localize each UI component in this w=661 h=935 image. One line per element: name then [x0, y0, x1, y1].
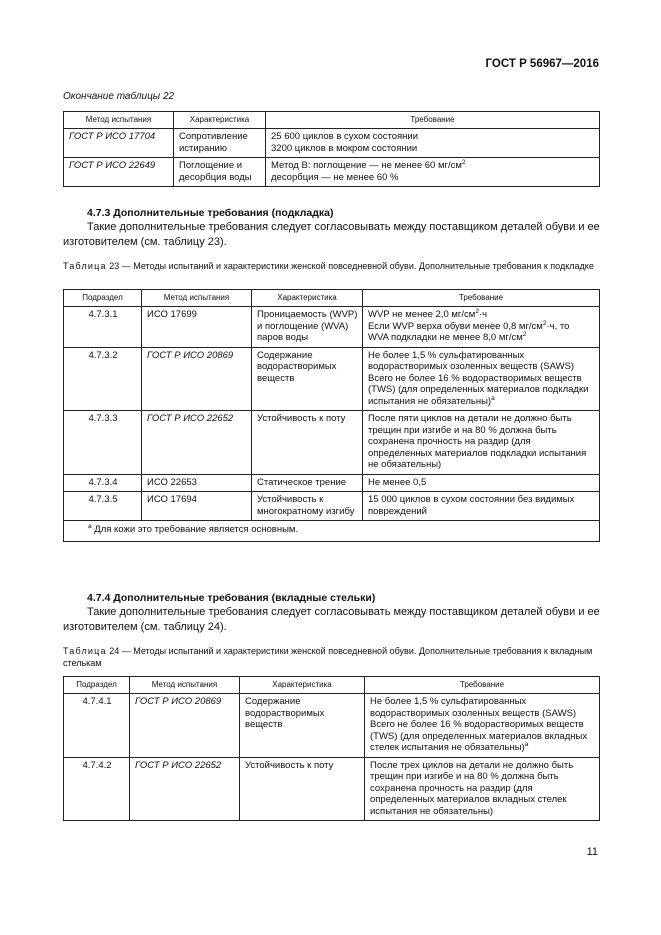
requirement-line: 25 600 циклов в сухом состоянии: [271, 131, 419, 142]
column-header: Метод испытания: [142, 290, 252, 307]
subsection-cell: 4.7.4.2: [64, 757, 130, 821]
table-row: [64, 129, 600, 158]
table-row: [64, 694, 600, 758]
column-header: Метод испытания: [130, 677, 240, 694]
requirement-cell: [365, 694, 600, 758]
characteristic-cell: Содержание водорастворимых веществ: [240, 694, 365, 758]
column-header: Подраздел: [64, 290, 142, 307]
column-header: Метод испытания: [64, 112, 174, 129]
column-header: Характеристика: [252, 290, 363, 307]
column-header: Требование: [363, 290, 600, 307]
superscript: 2: [542, 319, 547, 327]
requirement-cell: После пяти циклов на детали не должно быть трещин при изгибе и на 80 % должна быть сохранена прочность на раздир (для определенных материалов подкладки испытания не обязательны): [363, 411, 600, 475]
superscript: 2: [461, 159, 466, 166]
table-row: [64, 307, 600, 348]
footnote-ref: а: [524, 741, 529, 748]
requirement-cell: [363, 307, 600, 348]
requirement-cell: Не менее 0,5: [363, 474, 600, 492]
caption-text: 23 — Методы испытаний и характеристики женской повседневной обуви. Дополнительные требования к подкладке: [106, 261, 594, 271]
subsection-cell: 4.7.3.3: [64, 411, 142, 475]
characteristic-cell: Устойчивость к многократному изгибу: [252, 492, 363, 521]
footnote-mark: а: [88, 523, 92, 530]
document-id: ГОСТ Р 56967—2016: [485, 58, 599, 70]
requirement-cell: [266, 158, 600, 187]
table-row: [64, 474, 600, 492]
table-row: [64, 158, 600, 187]
requirement-text: WVA подкладки не менее 8,0 мг/см: [368, 332, 523, 343]
method-cell: ГОСТ Р ИСО 22652: [142, 411, 252, 475]
column-header: Характеристика: [240, 677, 365, 694]
requirement-text: Не более 1,5 % сульфатированных водорастворимых озоленных веществ (SAWS) Всего не более 16 % водорастворимых веществ (TWS) (для определенных материалов вкладных стелек испытания не обязательны): [370, 696, 588, 753]
footnote-text: Для кожи это требование является основным.: [91, 524, 299, 535]
requirement-cell: [266, 129, 600, 158]
subsection-cell: 4.7.3.5: [64, 492, 142, 521]
characteristic-cell: Содержание водорастворимых веществ: [252, 347, 363, 411]
table-row: [64, 411, 600, 475]
column-header: Требование: [266, 112, 600, 129]
superscript: 2: [522, 331, 527, 338]
column-header: Подраздел: [64, 677, 130, 694]
method-cell: ИСО 17699: [142, 307, 252, 348]
requirement-cell: [363, 347, 600, 411]
table-row: [64, 492, 600, 521]
section-4-7-4-heading: 4.7.4 Дополнительные требования (вкладные стельки): [87, 592, 376, 604]
method-cell: ГОСТ Р ИСО 17704: [64, 129, 174, 158]
superscript: 2: [475, 308, 479, 315]
characteristic-cell: Статическое трение: [252, 474, 363, 492]
table22-continuation: Окончание таблицы 22: [63, 91, 175, 102]
table-footnote-row: [64, 521, 600, 542]
requirement-line: 3200 циклов в мокром состоянии: [271, 142, 418, 154]
table-header-row: [64, 677, 600, 694]
requirement-text: Не более 1,5 % сульфатированных водорастворимых озоленных веществ (SAWS) Всего не более 16 % водорастворимых веществ (TWS) (для определенных материалов подкладки испытания не обязательны): [368, 349, 589, 407]
requirement-text: ·ч: [478, 309, 488, 320]
requirement-line: десорбция — не менее 60 %: [271, 171, 399, 183]
page-number: 11: [586, 846, 598, 858]
caption-label: Таблица: [63, 261, 107, 271]
method-cell: ГОСТ Р ИСО 20869: [130, 694, 240, 758]
section-4-7-3-heading: 4.7.3 Дополнительные требования (подкладка): [87, 207, 334, 219]
characteristic-cell: Проницаемость (WVP) и поглощение (WVA) паров воды: [252, 307, 363, 348]
method-cell: ИСО 17694: [142, 492, 252, 521]
requirement-text: Метод В: поглощение — не менее 60 мг/см: [271, 160, 462, 171]
subsection-cell: 4.7.3.4: [64, 474, 142, 492]
characteristic-cell: Устойчивость к поту: [252, 411, 363, 475]
table23-caption: [63, 260, 600, 272]
requirement-line: [368, 332, 595, 344]
column-header: Требование: [365, 677, 600, 694]
characteristic-cell: Сопротивление истиранию: [174, 129, 266, 158]
table-23: [63, 289, 600, 542]
table24-caption: [63, 645, 600, 669]
requirement-line: [368, 309, 595, 321]
requirement-cell: 15 000 циклов в сухом состоянии без видимых повреждений: [363, 492, 600, 521]
section-4-7-4-text: Такие дополнительные требования следует согласовывать между поставщиком деталей обуви и ее изготовителем (см. таблицу 24).: [63, 606, 600, 633]
characteristic-cell: Поглощение и десорбция воды: [174, 158, 266, 187]
subsection-cell: 4.7.3.2: [64, 347, 142, 411]
subsection-cell: 4.7.4.1: [64, 694, 130, 758]
table-24: [63, 676, 600, 821]
method-cell: ГОСТ Р ИСО 22649: [64, 158, 174, 187]
characteristic-cell: Устойчивость к поту: [240, 757, 365, 821]
method-cell: ИСО 22653: [142, 474, 252, 492]
requirement-line: [271, 160, 595, 172]
requirement-text: Если WVP верха обуви менее 0,8 мг/см: [368, 320, 543, 332]
column-header: Характеристика: [174, 112, 266, 129]
caption-label: Таблица: [63, 646, 107, 656]
table-row: [64, 757, 600, 821]
caption-text: 24 — Методы испытаний и характеристики женской повседневной обуви. Дополнительные требования к вкладным стелькам: [63, 646, 593, 668]
table-row: [64, 347, 600, 411]
footnote-ref: а: [491, 394, 495, 402]
section-4-7-3-text: Такие дополнительные требования следует согласовывать между поставщиком деталей обуви и ее изготовителем (см. таблицу 23).: [63, 221, 600, 248]
requirement-text: WVP не менее 2,0 мг/см: [368, 309, 476, 320]
table-22: [63, 111, 600, 187]
table-header-row: [64, 290, 600, 307]
requirement-cell: После трех циклов на детали не должно быть трещин при изгибе и на 80 % должна быть сохранена прочность на раздир (для определенных материалов вкладных стелек испытания не обязательны): [365, 757, 600, 821]
method-cell: ГОСТ Р ИСО 20869: [142, 347, 252, 411]
footnote-cell: [64, 521, 600, 542]
requirement-text: ·ч, то: [546, 320, 570, 332]
method-cell: ГОСТ Р ИСО 22652: [130, 757, 240, 821]
requirement-line: [368, 321, 595, 333]
subsection-cell: 4.7.3.1: [64, 307, 142, 348]
table-header-row: [64, 112, 600, 129]
